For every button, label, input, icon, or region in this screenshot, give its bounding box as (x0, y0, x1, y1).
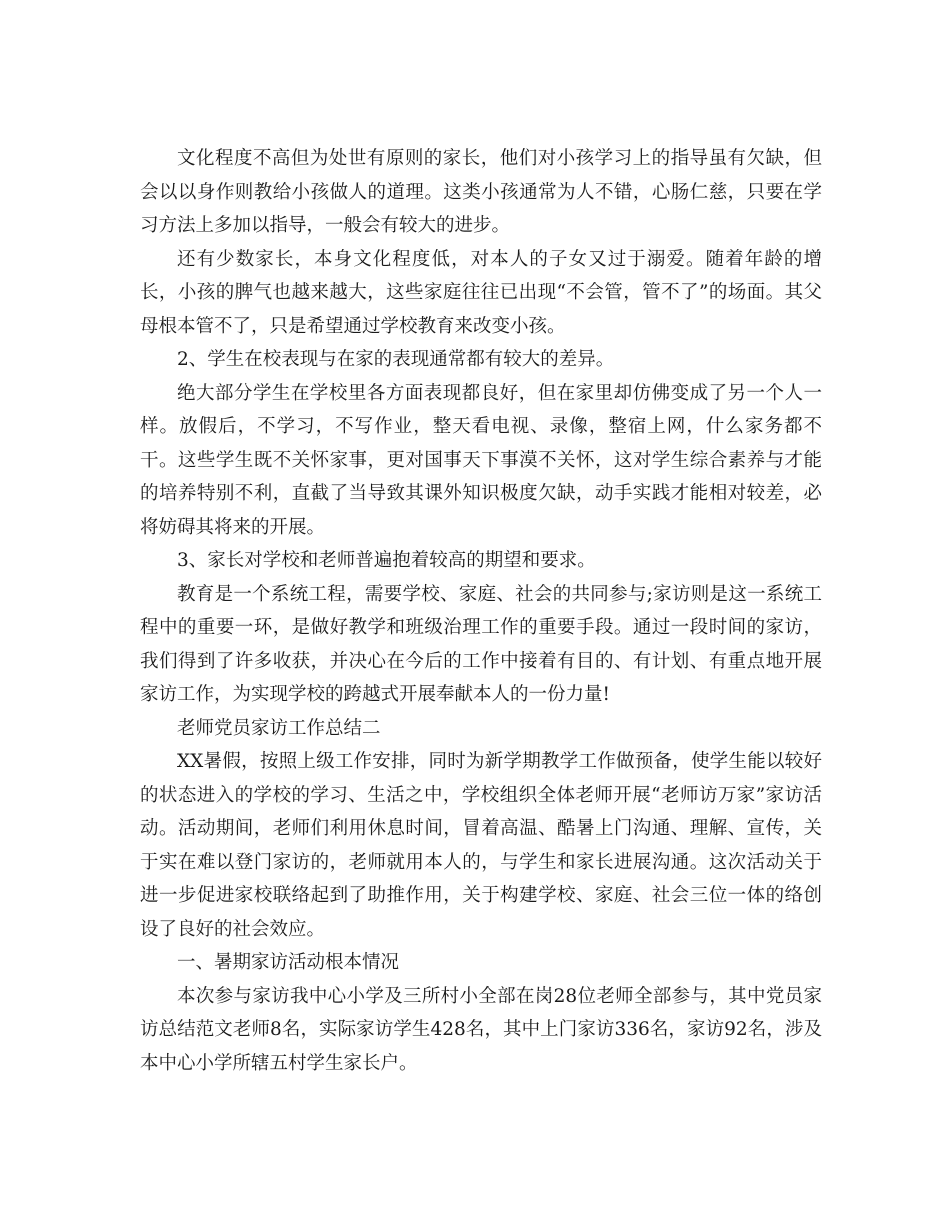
paragraph-visit-statistics: 本次参与家访我中心小学及三所村小全部在岗28位老师全部参与，其中党员家访总结范文老师8名，实际家访学生428名，其中上门家访336名，家访92名，涉及本中心小学所辖五村学生家长户。 (140, 985, 822, 1074)
paragraph-point-2-heading: 2、学生在校表现与在家的表现通常都有较大的差异。 (177, 349, 615, 370)
section-heading-basic-situation: 一、暑期家访活动根本情况 (177, 952, 400, 973)
paragraph-point-3-heading: 3、家长对学校和老师普遍抱着较高的期望和要求。 (177, 550, 596, 571)
document-body (140, 142, 822, 1080)
paragraph-parents-overindulgent: 还有少数家长，本身文化程度低，对本人的子女又过于溺爱。随着年龄的增长，小孩的脾气也越来越大，这些家庭往往已出现“不会管，管不了”的场面。其父母根本管不了，只是希望通过学校教育来改变小孩。 (140, 248, 822, 337)
paragraph-parents-moderate-education: 文化程度不高但为处世有原则的家长，他们对小孩学习上的指导虽有欠缺，但会以以身作则教给小孩做人的道理。这类小孩通常为人不错，心肠仁慈，只要在学习方法上多加以指导，一般会有较大的进步。 (140, 148, 822, 236)
paragraph-student-behavior-difference: 绝大部分学生在学校里各方面表现都良好，但在家里却仿佛变成了另一个人一样。放假后，不学习，不写作业，整天看电视、录像，整宿上网，什么家务都不干。这些学生既不关怀家事，更对国事天下事漠不关怀，这对学生综合素养与才能的培养特别不利，直截了当导致其课外知识极度欠缺，动手实践才能相对较差，必将妨碍其将来的开展。 (140, 382, 822, 538)
section-title-summary-two: 老师党员家访工作总结二 (177, 717, 381, 739)
paragraph-home-visit-conclusion: 教育是一个系统工程，需要学校、家庭、社会的共同参与;家访则是这一系统工程中的重要一环，是做好教学和班级治理工作的重要手段。通过一段时间的家访，我们得到了许多收获，并决心在今后的工作中接着有目的、有计划、有重点地开展家访工作，为实现学校的跨越式开展奉献本人的一份力量! (140, 583, 822, 705)
paragraph-summer-visit-intro: XX暑假，按照上级工作安排，同时为新学期教学工作做预备，使学生能以较好的状态进入的学校的学习、生活之中，学校组织全体老师开展“老师访万家”家访活动。活动期间，老师们利用休息时间，冒着高温、酷暑上门沟通、理解、宣传，关于实在难以登门家访的，老师就用本人的，与学生和家长进展沟通。这次活动关于进一步促进家校联络起到了助推作用，关于构建学校、家庭、社会三位一体的络创设了良好的社会效应。 (140, 751, 822, 940)
